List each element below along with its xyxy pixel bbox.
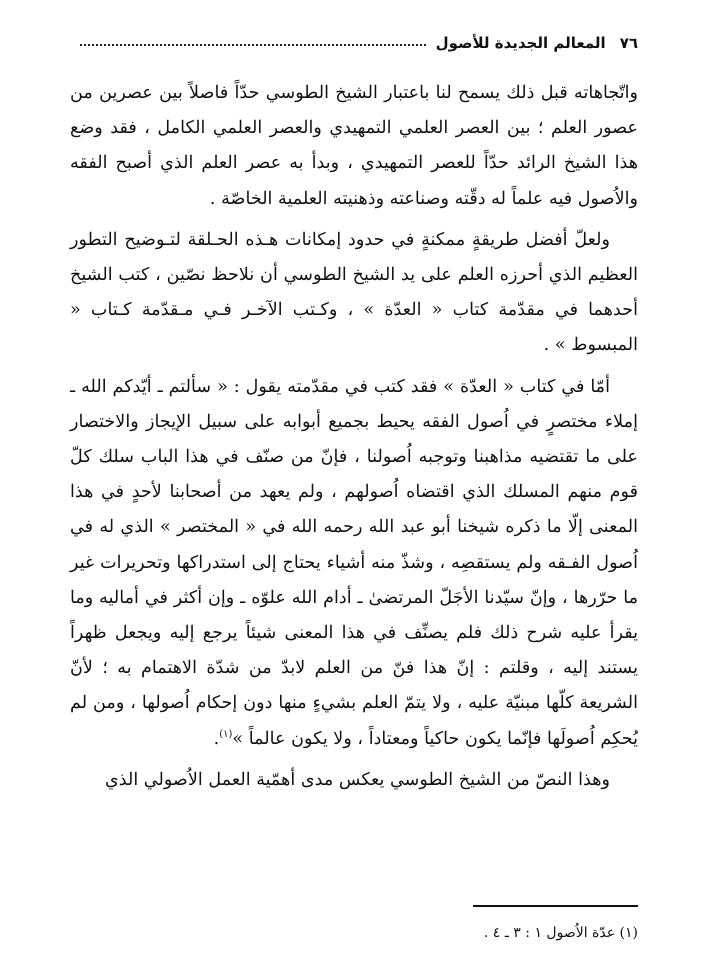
paragraph-3: أمّا في كتاب « العدّة » فقد كتب في مقدّمته يقول : « سألتم ـ أيّدكم الله ـ إملاء مختصرٍ في اُصول الفقه يحيط بجميع أبوابه على سبيل الإيجاز والاختصار على ما تقتضيه مذاهبنا وتوجبه اُصولنا ، فإنّ من صنّف في هذا الباب سلك كلّ قوم منهم المسلك الذي اقتضاه اُصولهم ، ولم يعهد من أصحابنا لأحدٍ في هذا المعنى إلّا ما ذكره شيخنا أبو عبد الله رحمه الله في « المختصر » الذي له في اُصول الفـقه ولم يستقصِه ، وشذّ منه أشياء يحتاج إلى استدراكها وتحريرات غير ما حرّرها ، وإنّ سيّدنا الأجَلّ المرتضىٰ ـ أدام الله علوّه ـ وإن أكثر في أماليه وما يقرأ عليه شرح ذلك فلم يصنِّف في هذا المعنى شيئاً يرجع إليه ويجعل ظهراً يستند إليه ، وقلتم : إنّ هذا فنّ من العلم لابدّ من شدّة الاهتمام به ؛ لأنّ الشريعة كلّها مبنيّة عليه ، ولا يتمّ العلم بشيءٍ منها دون إحكام اُصولها ، ومن لم يُحكِم اُصولَها فإنّما يكون حاكياً ومعتاداً ، ولا يكون عالماً »$^{(١)}$. [70, 376, 638, 749]
leader-dots [80, 44, 426, 46]
footnote-rule [473, 905, 638, 907]
footnote: (١) عدّة الاُصول ١ : ٣ ـ ٤ . [483, 925, 638, 941]
paragraph-3-text: أمّا في كتاب « العدّة » فقد كتب في مقدّمته يقول : « سألتم ـ أيّدكم الله ـ إملاء مختصرٍ في اُصول الفقه يحيط بجميع أبوابه على سبيل الإيجاز والاختصار على ما تقتضيه مذاهبنا وتوجبه اُصولنا ، فإنّ من صنّف في هذا الباب سلك كلّ قوم منهم المسلك الذي اقتضاه اُصولهم ، ولم يعهد من أصحابنا لأحدٍ في هذا المعنى إلّا ما ذكره شيخنا أبو عبد الله رحمه الله في « المختصر » الذي له في اُصول الفـقه ولم يستقصِه ، وشذّ منه أشياء يحتاج إلى استدراكها وتحريرات غير ما حرّرها ، وإنّ سيّدنا الأجَلّ المرتضىٰ ـ أدام الله علوّه ـ وإن أكثر في أماليه وما يقرأ عليه شرح ذلك فلم يصنِّف في هذا المعنى شيئاً يرجع إليه ويجعل ظهراً يستند إليه ، وقلتم : إنّ هذا فنّ من العلم لابدّ من شدّة الاهتمام به ؛ لأنّ الشريعة كلّها مبنيّة عليه ، ولا يتمّ العلم بشيءٍ منها دون إحكام اُصولها ، ومن لم يُحكِم اُصولَها فإنّما يكون حاكياً ومعتاداً ، ولا يكون عالماً » [70, 376, 638, 749]
paragraph-2: ولعلّ أفضل طريقةٍ ممكنةٍ في حدود إمكانات هـذه الحـلقة لتـوضيح التطور العظيم الذي أحرزه العلم على يد الشيخ الطوسي أن نلاحظ نصّين ، كتب الشيخ أحدهما في مقدّمة كتاب « العدّة » ، وكـتب الآخـر فـي مـقدّمة كـتاب « المبسوط » . [70, 229, 638, 356]
footnote-reference: (١) [219, 728, 233, 740]
body-text [70, 76, 638, 798]
paragraph-4: وهذا النصّ من الشيخ الطوسي يعكس مدى أهمّية العمل الاُصولي الذي [104, 769, 610, 790]
running-header [70, 30, 638, 56]
running-title: المعالم الجديدة للأصول [435, 34, 606, 52]
paragraph-1: واتّجاهاته قبل ذلك يسمح لنا باعتبار الشيخ الطوسي حدّاً فاصلاً بين عصرين من عصور العلم ؛ بين العصر العلمي التمهيدي والعصر العلمي الكامل ، فقد وضع هذا الشيخ الرائد حدّاً للعصر التمهيدي ، وبدأ به عصر العلم الذي أصبح الفقه والاُصول فيه علماً له دقّته وصناعته وذهنيته العلمية الخاصّة . [70, 83, 638, 209]
page-number: ٧٦ [619, 34, 638, 52]
